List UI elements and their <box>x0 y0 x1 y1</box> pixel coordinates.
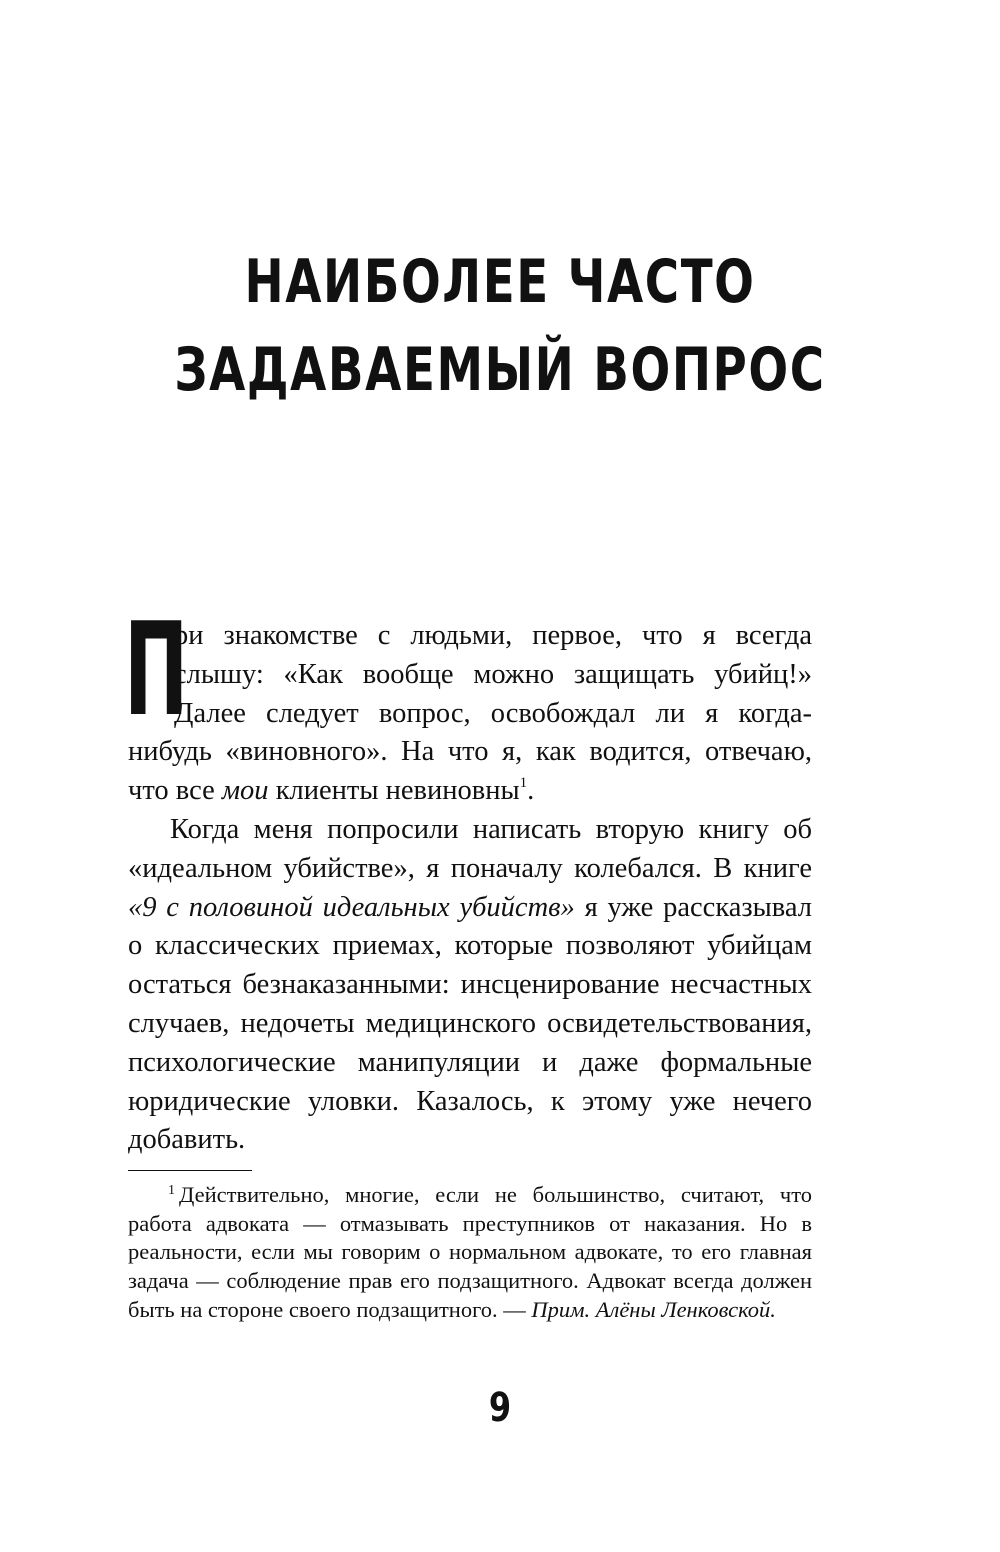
chapter-title-line-2: ЗАДАВАЕМЫЙ ВОПРОС <box>174 335 826 405</box>
page-number: 9 <box>488 1385 512 1431</box>
paragraph-1 <box>124 596 812 811</box>
paragraph-1-text-a: ри знакомстве с людьми, первое, что я всегда слышу: «Как вообще можно защищать убийц!» Далее следует вопрос, освобождал ли я когда-нибудь «виновного». На что я, как водится, отвечаю, что все <box>128 620 812 807</box>
footnote-attribution: Прим. Алёны Ленковской. <box>531 1296 776 1322</box>
paragraph-2 <box>128 811 812 1160</box>
footnote <box>128 1181 812 1325</box>
footnote-marker: 1 <box>168 1183 175 1198</box>
paragraph-2-text-b: я уже рассказывал о классических приемах, которые позволяют убийцам остаться безнаказанными: инсценирование несчастных случаев, недочеты медицинского освидетельствования, психологические манипуляции и даже формальные юридические уловки. Казалось, к этому уже нечего добавить. <box>128 891 812 1156</box>
paragraph-1-text-c: . <box>527 775 535 807</box>
drop-cap: П <box>124 596 189 745</box>
body-text <box>124 596 812 1160</box>
footnote-text: Действительно, многие, если не большинство, считают, что работа адвоката — отмазывать преступников от наказания. Но в реальности, если мы говорим о нормальном адвокате, то его главная задача — соблюдение прав его подзащитного. Адвокат всегда должен быть на стороне своего подзащитного. — <box>128 1182 812 1322</box>
footnote-reference: 1 <box>519 775 528 792</box>
paragraph-2-text-a: Когда меня попросили написать вторую книгу об «идеальном убийстве», я поначалу колебался. В книге <box>128 813 812 884</box>
chapter-title-line-1: НАИБОЛЕЕ ЧАСТО <box>244 247 756 317</box>
chapter-title <box>110 238 890 414</box>
footnote-separator <box>128 1170 252 1171</box>
paragraph-1-emphasis: мои <box>221 775 269 807</box>
book-title: «9 с половиной идеальных убийств» <box>128 891 575 923</box>
paragraph-1-text-b: клиенты невиновны <box>268 775 520 807</box>
